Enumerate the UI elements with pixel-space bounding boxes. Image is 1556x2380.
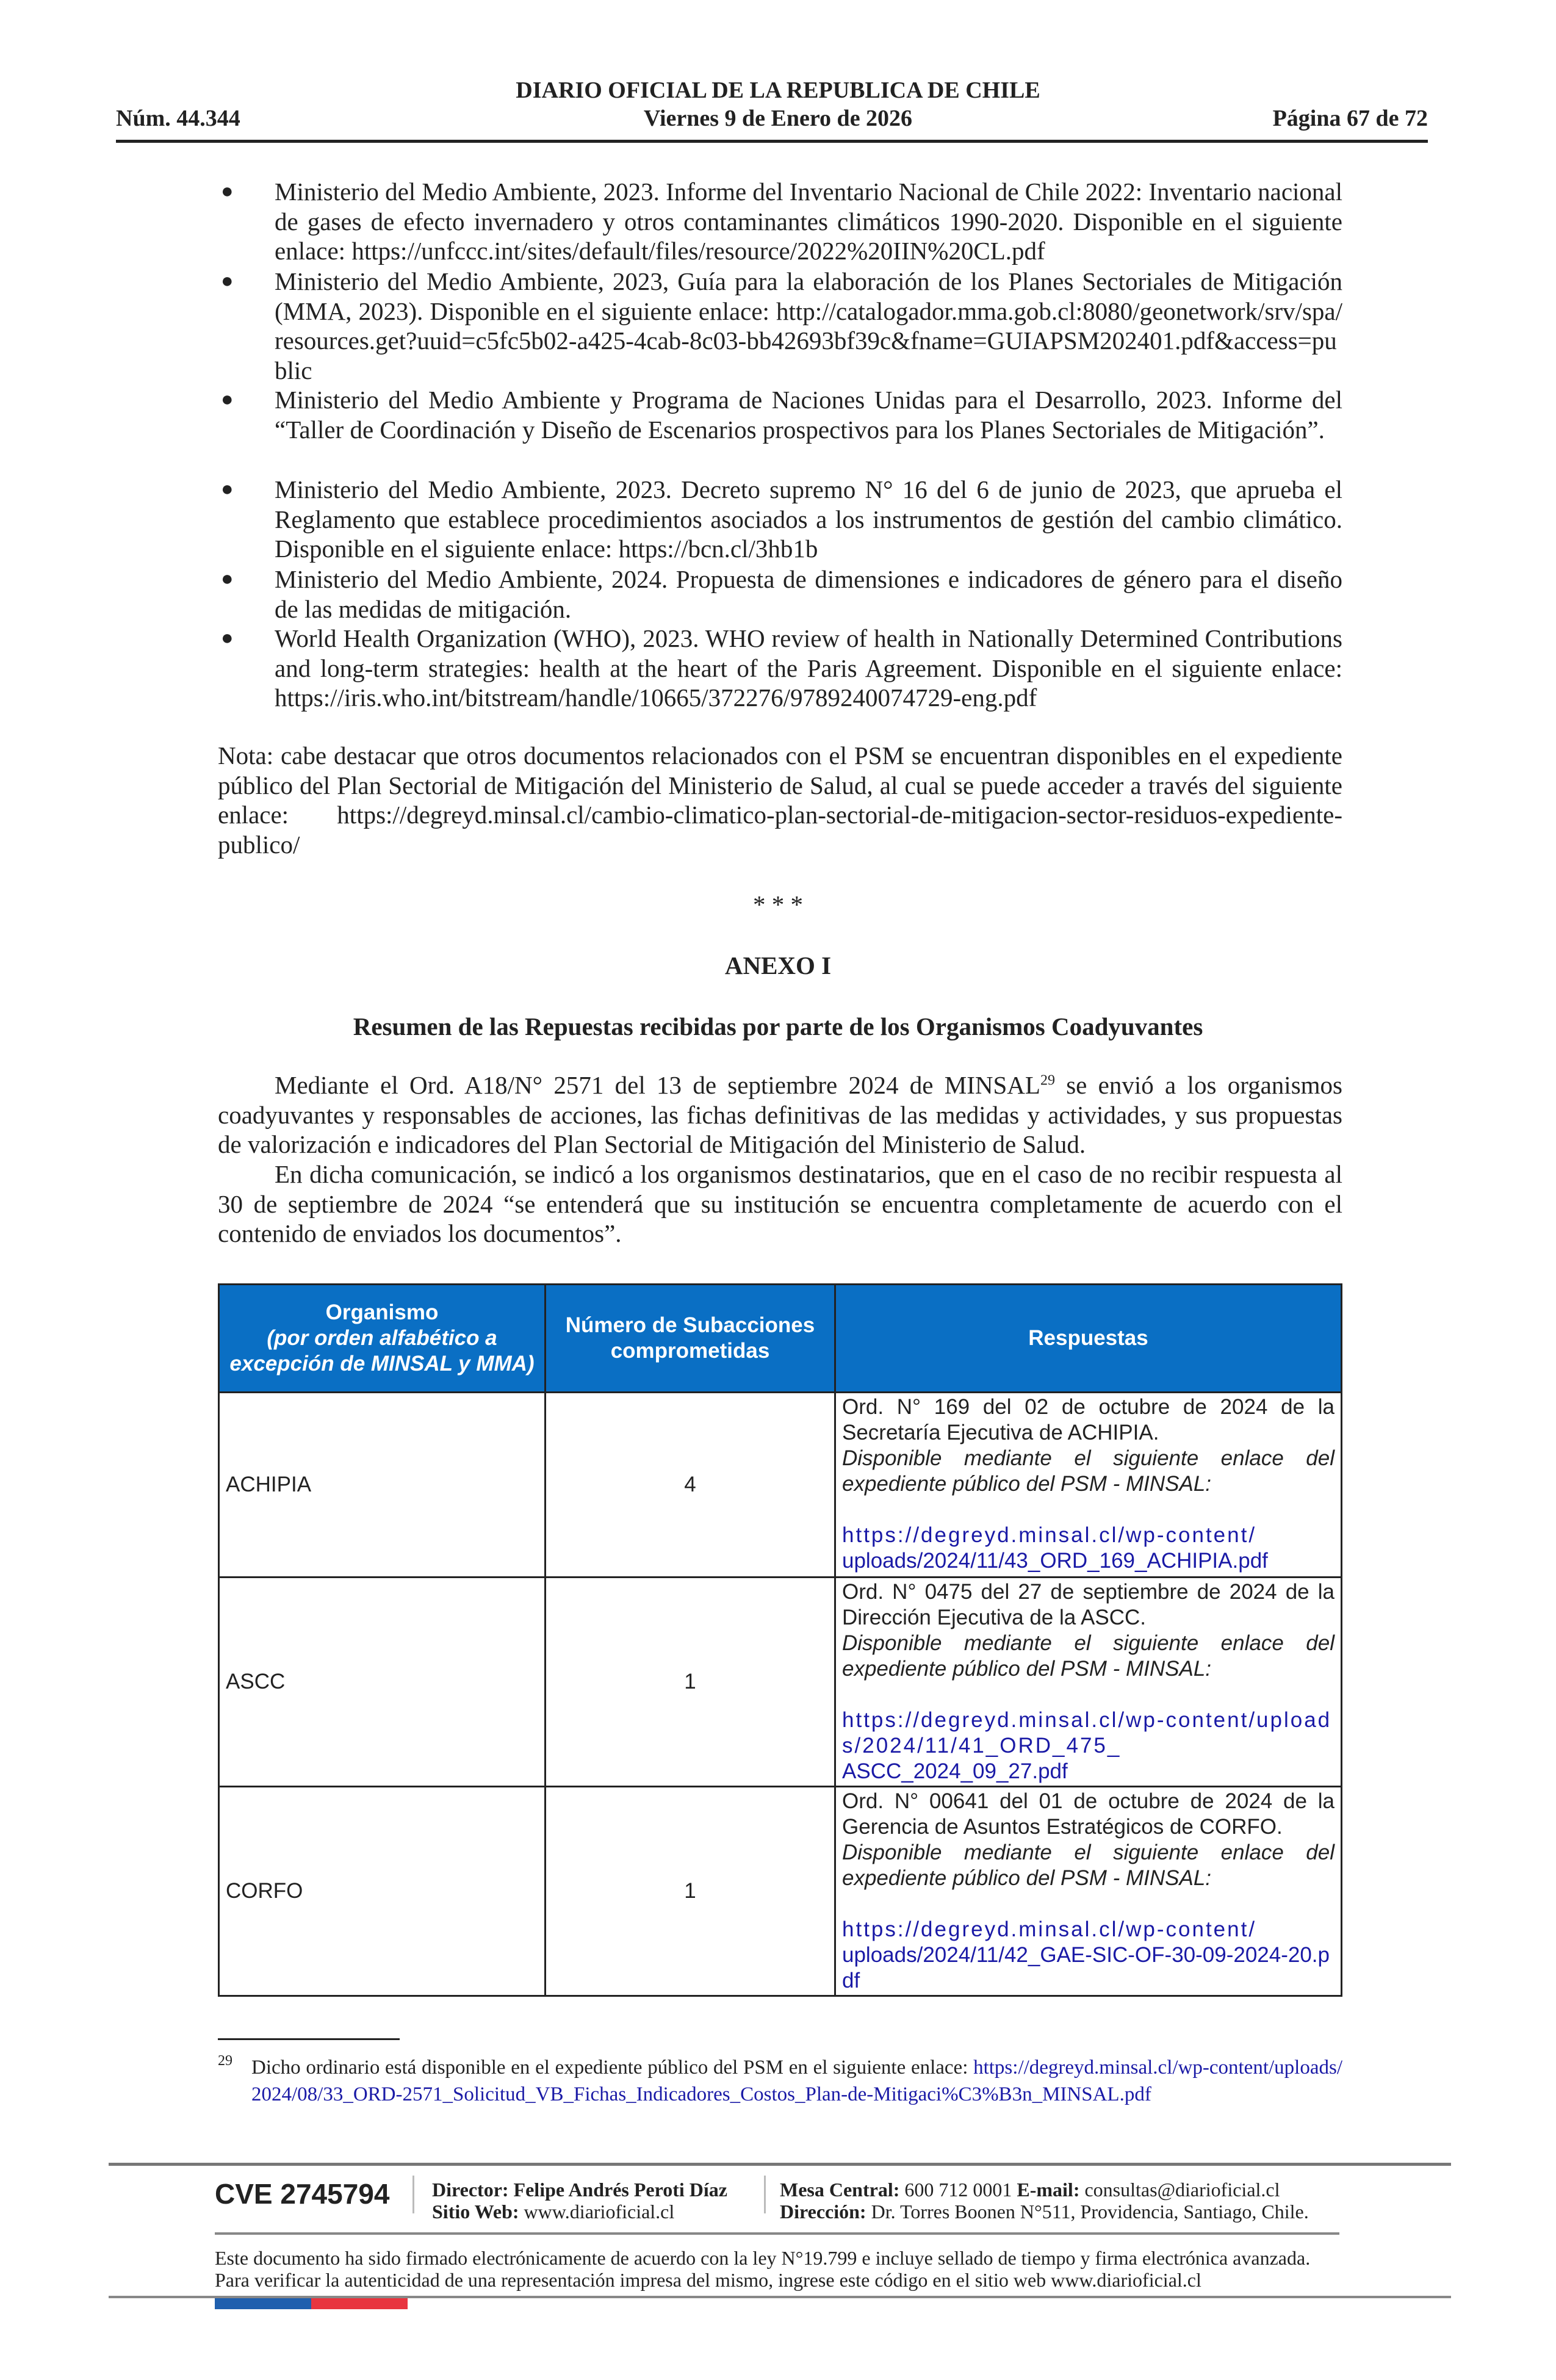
contact-info: Mesa Central: 600 712 0001 E-mail: consultas@diarioficial.cl Dirección: Dr. Torres Boonen N°511, Providencia, Santiago, Chile. [780,2179,1309,2223]
annex-title: ANEXO I [724,951,832,979]
footer-rule-top [109,2163,1451,2166]
org-cell: ASCC [219,1578,546,1787]
table-row [219,1393,1342,1578]
paragraph-2: En dicha comunicación, se indicó a los organismos destinatarios, que en el caso de no recibir respuesta al 30 de septiembre de 2024 “se entenderá que su institución se encuentra completamente de acuerdo con el contenido de enviados los documentos”. [218,1160,1342,1247]
table-row [219,1787,1342,1996]
count-cell: 1 [546,1787,835,1996]
responses-table [218,1283,1342,1997]
response-link[interactable]: https://degreyd.minsal.cl/wp-content/ [842,1917,1257,1941]
footnote-number: 29 [218,2053,232,2069]
response-cell: Ord. N° 00641 del 01 de octubre de 2024 de la Gerencia de Asuntos Estratégicos de CORFO. Disponible mediante el siguiente enlace del expediente público del PSM - MINSAL: https://degreyd.minsal.cl/wp-content/ uploads/2024/11/42_GAE-SIC-OF-30-09-2024-20.pdf [835,1787,1342,1996]
footnote-rule [218,2038,400,2040]
cve-code: CVE 2745794 [215,2178,390,2210]
header-respuestas: Respuestas [835,1285,1342,1393]
nota-paragraph: Nota: cabe destacar que otros documentos relacionados con el PSM se encuentran disponibles en el expediente público del Plan Sectorial de Mitigación del Ministerio de Salud, al cual se puede acceder a través del siguiente enlace: https://degreyd.minsal.cl/cambio-climatico-plan-sectorial-de-mitigacion-sector-residuos-expediente-publico/ [218,741,1342,859]
response-cell: Ord. N° 169 del 02 de octubre de 2024 de la Secretaría Ejecutiva de ACHIPIA. Disponible mediante el siguiente enlace del expediente público del PSM - MINSAL: https://degreyd.minsal.cl/wp-content/ uploads/2024/11/43_ORD_169_ACHIPIA.pdf [835,1393,1342,1578]
response-link[interactable]: https://degreyd.minsal.cl/wp-content/ [842,1523,1257,1547]
header-subacciones: Número de Subacciones comprometidas [546,1285,835,1393]
separator: * * * [753,890,803,918]
table-header-row [219,1285,1342,1393]
footer-divider [764,2176,766,2213]
response-link[interactable]: uploads/2024/11/43_ORD_169_ACHIPIA.pdf [842,1549,1268,1573]
issue-number: Núm. 44.344 [116,106,240,131]
email-link[interactable]: consultas@diarioficial.cl [1079,2179,1280,2201]
website-link[interactable]: www.diarioficial.cl [519,2201,675,2223]
count-cell: 4 [546,1393,835,1578]
footnote-ref[interactable]: 29 [1040,1072,1055,1089]
director-info: Director: Felipe Andrés Peroti Díaz Sitio Web: www.diarioficial.cl [432,2179,727,2223]
response-link[interactable]: https://degreyd.minsal.cl/wp-content/uploads/2024/11/41_ORD_475_ [842,1708,1332,1758]
reference-item: ● World Health Organization (WHO), 2023. WHO review of health in Nationally Determined Contributions and long-term strategies: health at the heart of the Paris Agreement. Disponible en el siguiente enlace: https://iris.who.int/bitstream/handle/10665/372276/9789240074729-eng.pdf [221,624,1342,712]
reference-item: ● Ministerio del Medio Ambiente, 2024. Propuesta de dimensiones e indicadores de género para el diseño de las medidas de mitigación. [221,565,1342,623]
annex-subtitle: Resumen de las Repuestas recibidas por parte de los Organismos Coadyuvantes [353,1012,1203,1040]
legal-notice: Este documento ha sido firmado electrónicamente de acuerdo con la ley N°19.799 e incluye sellado de tiempo y firma electrónica avanzada. Para verificar la autenticidad de una representación impresa del mismo, ingrese este código en el sitio web www.diarioficial.cl [215,2247,1311,2291]
reference-item: ● Ministerio del Medio Ambiente y Programa de Naciones Unidas para el Desarrollo, 2023. Informe del “Taller de Coordinación y Diseño de Escenarios prospectivos para los Planes Sectoriales de Mitigación”. [221,386,1342,444]
paragraph-1: Mediante el Ord. A18/N° 2571 del 13 de septiembre 2024 de MINSAL$^{29}$ se envió a los organismos coadyuvantes y responsables de acciones, las fichas definitivas de las medidas y actividades, y sus propuestas de valorización e indicadores del Plan Sectorial de Mitigación del Ministerio de Salud. [218,1071,1342,1158]
org-cell: CORFO [219,1787,546,1996]
footer-rule-mid [215,2232,1339,2235]
issue-date: Viernes 9 de Enero de 2026 [643,106,913,131]
reference-item: ● Ministerio del Medio Ambiente, 2023, Guía para la elaboración de los Planes Sectoriales de Mitigación (MMA, 2023). Disponible en el siguiente enlace: http://catalogador.mma.gob.cl:8080/geonetwork/srv/spa/resources.get?uuid=c5fc5b02-a425-4cab-8c03-bb42693bf39c&fname=GUIAPSM202401.pdf&access=public [221,267,1342,384]
response-link[interactable]: uploads/2024/11/42_GAE-SIC-OF-30-09-2024-20.pdf [842,1943,1330,1992]
footnote-link[interactable]: https://degreyd.minsal.cl/wp-content/uploads/2024/08/33_ORD-2571_Solicitud_VB_Fichas_Indicadores_Costos_Plan-de-Mitigaci%C3%B3n_MINSAL.pdf [251,2057,1342,2105]
count-cell: 1 [546,1578,835,1787]
page-number: Página 67 de 72 [1272,106,1428,131]
org-cell: ACHIPIA [219,1393,546,1578]
table-row [219,1578,1342,1787]
reference-item: ● Ministerio del Medio Ambiente, 2023. Informe del Inventario Nacional de Chile 2022: Inventario nacional de gases de efecto invernadero y otros contaminantes climáticos 1990-2020. Disponible en el siguiente enlace: https://unfccc.int/sites/default/files/resource/2022%20IIN%20CL.pdf [221,178,1343,265]
header-organismo: Organismo (por orden alfabético a excepción de MINSAL y MMA) [219,1285,546,1393]
newspaper-title: DIARIO OFICIAL DE LA REPUBLICA DE CHILE [516,78,1040,103]
flag-bar-red [311,2298,408,2309]
header-rule [116,140,1428,143]
footnote-text: Dicho ordinario está disponible en el expediente público del PSM en el siguiente enlace: https://degreyd.minsal.cl/wp-content/uploads/2024/08/33_ORD-2571_Solicitud_VB_Fichas_Indicadores_Costos_Plan-de-Mitigaci%C3%B3n_MINSAL.pdf [251,2057,1342,2105]
footer-divider [412,2176,414,2213]
response-link[interactable]: ASCC_2024_09_27.pdf [842,1759,1068,1783]
reference-item: ● Ministerio del Medio Ambiente, 2023. Decreto supremo N° 16 del 6 de junio de 2023, que aprueba el Reglamento que establece procedimientos asociados a los instrumentos de gestión del cambio climático. Disponible en el siguiente enlace: https://bcn.cl/3hb1b [221,475,1342,563]
flag-bar-blue [215,2298,311,2309]
response-cell: Ord. N° 0475 del 27 de septiembre de 2024 de la Dirección Ejecutiva de la ASCC. Disponible mediante el siguiente enlace del expediente público del PSM - MINSAL: https://degreyd.minsal.cl/wp-content/uploads/2024/11/41_ORD_475_ ASCC_2024_09_27.pdf [835,1578,1342,1787]
